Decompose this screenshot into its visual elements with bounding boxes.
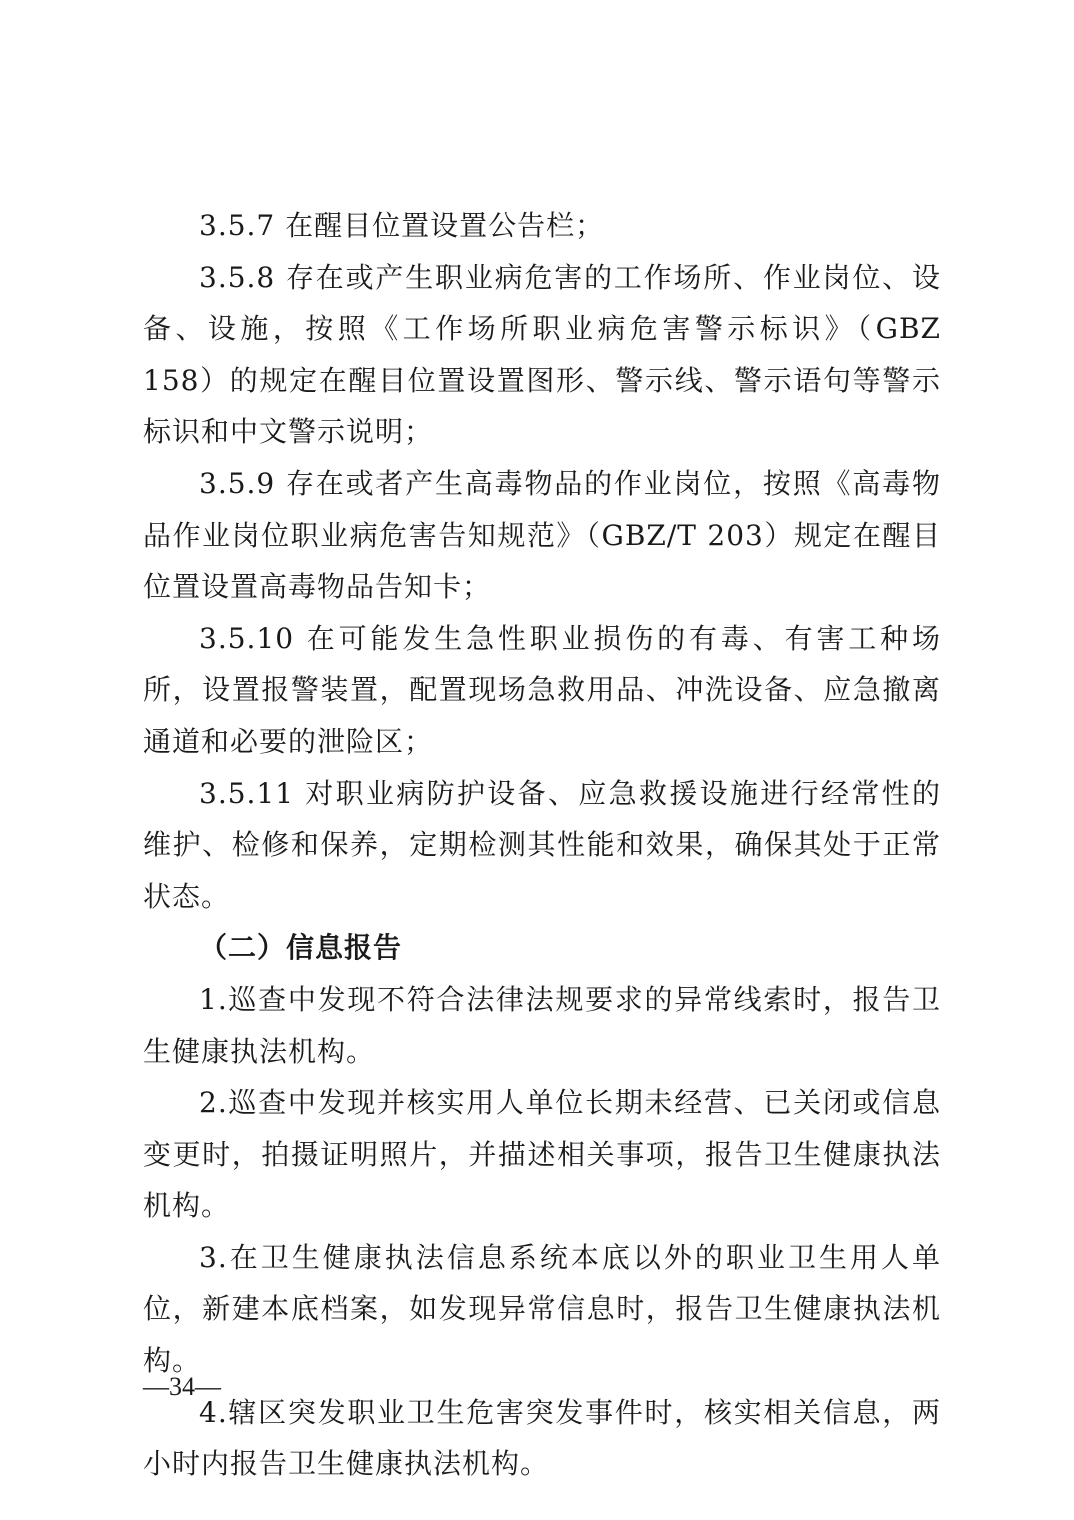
section-heading: （二）信息报告 bbox=[199, 931, 403, 965]
paragraph-3-5-7: 3.5.7 在醒目位置设置公告栏； bbox=[199, 209, 605, 242]
paragraph-3-5-10: 3.5.10 在可能发生急性职业损伤的有毒、有害工种场所，设置报警装置，配置现场急救用品、冲洗设备、应急撤离通道和必要的泄险区； bbox=[143, 621, 941, 758]
page-number: —34— bbox=[143, 1372, 221, 1401]
paragraph-3-5-11: 3.5.11 对职业病防护设备、应急救援设施进行经常性的维护、检修和保养，定期检测其性能和效果，确保其处于正常状态。 bbox=[143, 776, 941, 913]
paragraph-3-5-8: 3.5.8 存在或产生职业病危害的工作场所、作业岗位、设备、设施，按照《工作场所职业病危害警示标识》（GBZ 158）的规定在醒目位置设置图形、警示线、警示语句等警示标识和中文警示说明； bbox=[143, 260, 941, 449]
paragraph-report-1: 1.巡查中发现不符合法律法规要求的异常线索时，报告卫生健康执法机构。 bbox=[143, 982, 941, 1068]
paragraph-report-2: 2.巡查中发现并核实用人单位长期未经营、已关闭或信息变更时，拍摄证明照片，并描述相关事项，报告卫生健康执法机构。 bbox=[143, 1086, 941, 1223]
paragraph-report-3: 3.在卫生健康执法信息系统本底以外的职业卫生用人单位，新建本底档案，如发现异常信息时，报告卫生健康执法机构。 bbox=[143, 1240, 941, 1378]
paragraph-3-5-9: 3.5.9 存在或者产生高毒物品的作业岗位，按照《高毒物品作业岗位职业病危害告知规范》（GBZ/T 203）规定在醒目位置设置高毒物品告知卡； bbox=[143, 466, 941, 604]
paragraph-report-4: 4.辖区突发职业卫生危害突发事件时，核实相关信息，两小时内报告卫生健康执法机构。 bbox=[143, 1395, 941, 1481]
page-body bbox=[143, 200, 941, 1490]
